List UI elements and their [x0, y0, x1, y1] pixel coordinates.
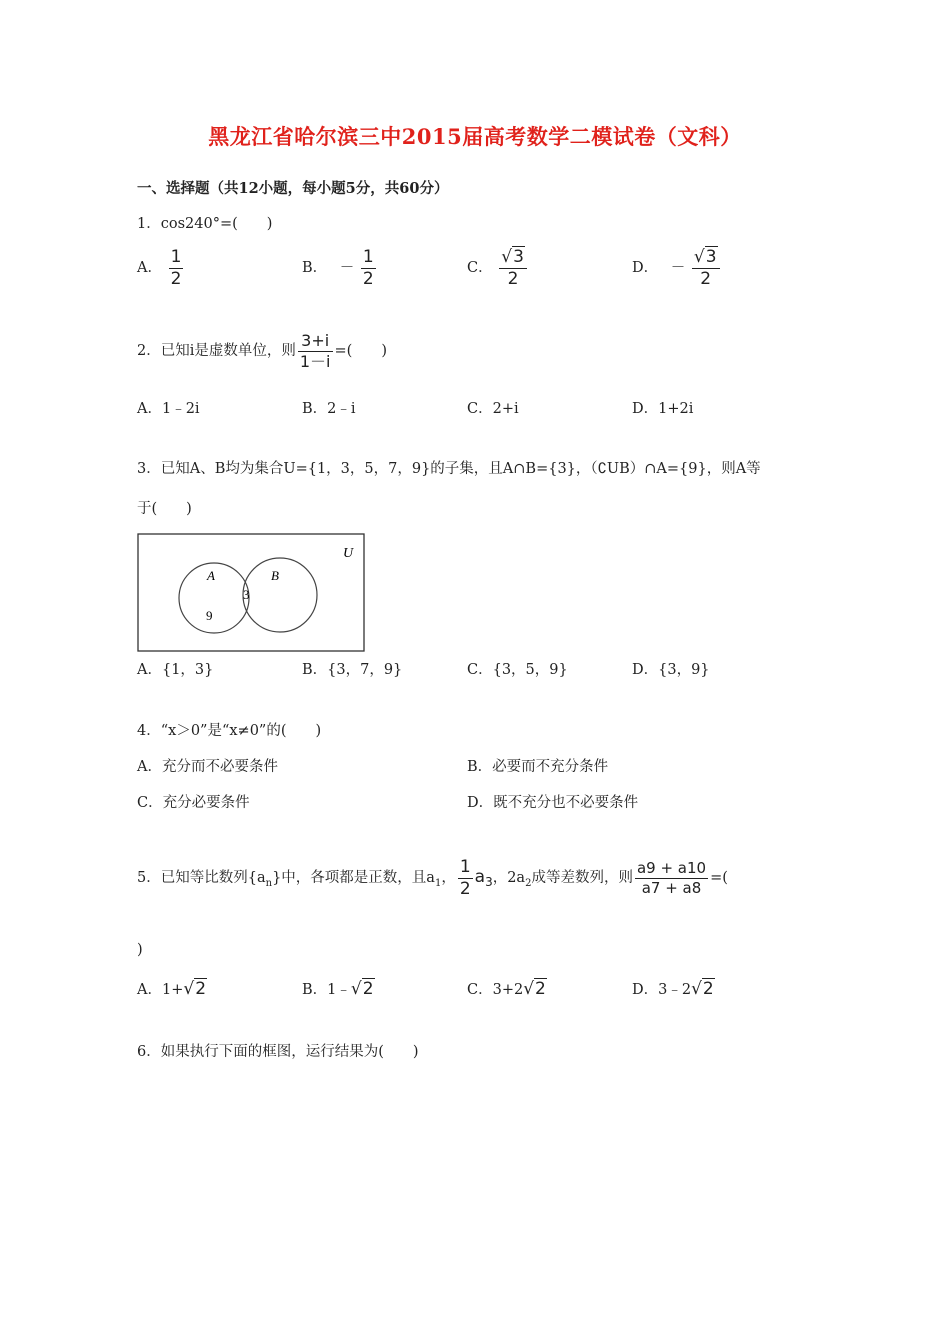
- venn-diagram: [137, 533, 365, 652]
- q1-option-a: A． $\frac{1}{2}$: [137, 247, 182, 289]
- q3-option-d: D．{3，9}: [632, 662, 710, 678]
- question-2-stem: 2．已知i是虚数单位，则 $\frac{3+i}{1-i}$ =( ): [137, 331, 387, 371]
- q5-option-d: D．3﹣2√2: [632, 979, 714, 999]
- q3-option-b: B．{3，7，9}: [302, 662, 403, 678]
- q3-option-c: C．{3，5，9}: [467, 662, 568, 678]
- q1-option-d: D． － $\frac{√3}{2}$: [632, 248, 722, 288]
- venn-label-a: A: [207, 568, 215, 583]
- q5-option-b: B．1﹣√2: [302, 979, 374, 999]
- universal-set-box: [138, 534, 364, 651]
- q2-option-d: D．1+2i: [632, 401, 694, 417]
- section-heading: 一、选择题（共12小题，每小题5分，共60分）: [137, 180, 449, 197]
- question-3-stem-cont: 于( ): [137, 501, 192, 517]
- q2-option-a: A．1﹣2i: [137, 401, 200, 417]
- question-4-stem: 4．“x＞0”是“x≠0”的( ): [137, 723, 322, 739]
- venn-value-9: 9: [206, 608, 213, 623]
- q4-option-c: C．充分必要条件: [137, 795, 250, 811]
- page-title: 黑龙江省哈尔滨三中2015届高考数学二模试卷（文科）: [208, 124, 742, 149]
- q5-option-a: A．1+√2: [137, 979, 207, 999]
- venn-label-u: U: [343, 546, 354, 561]
- q3-option-a: A．{1，3}: [137, 662, 214, 678]
- question-1-stem: 1．cos240°=( ): [137, 216, 273, 232]
- question-5-close: ): [137, 942, 143, 958]
- question-6-stem: 6．如果执行下面的框图，运行结果为( ): [137, 1044, 419, 1060]
- question-5-stem: 5．已知等比数列$\{a_n\}$中，各项都是正数，且$a_1$， $\frac{1}{2}$ $a_3$，$2a_2$成等差数列，则 $\frac{a9 + a10}{a7 + a8}$ =(: [137, 857, 728, 899]
- venn-label-b: B: [271, 568, 279, 583]
- q4-option-a: A．充分而不必要条件: [137, 759, 278, 775]
- q2-option-c: C．2+i: [467, 401, 519, 417]
- q5-option-c: C．3+2√2: [467, 979, 546, 999]
- q1-option-c: C． $\frac{√3}{2}$: [467, 248, 529, 288]
- question-3-stem: 3．已知A、B均为集合U={1，3，5，7，9}的子集，且A∩B={3}，（∁UB）∩A={9}，则A等: [137, 461, 761, 477]
- q4-option-b: B．必要而不充分条件: [467, 759, 609, 775]
- set-b-circle: [243, 558, 317, 632]
- q1-option-b: B． － $\frac{1}{2}$: [302, 247, 374, 289]
- q4-option-d: D．既不充分也不必要条件: [467, 795, 639, 811]
- q2-option-b: B．2﹣i: [302, 401, 356, 417]
- venn-value-3: 3: [243, 587, 250, 602]
